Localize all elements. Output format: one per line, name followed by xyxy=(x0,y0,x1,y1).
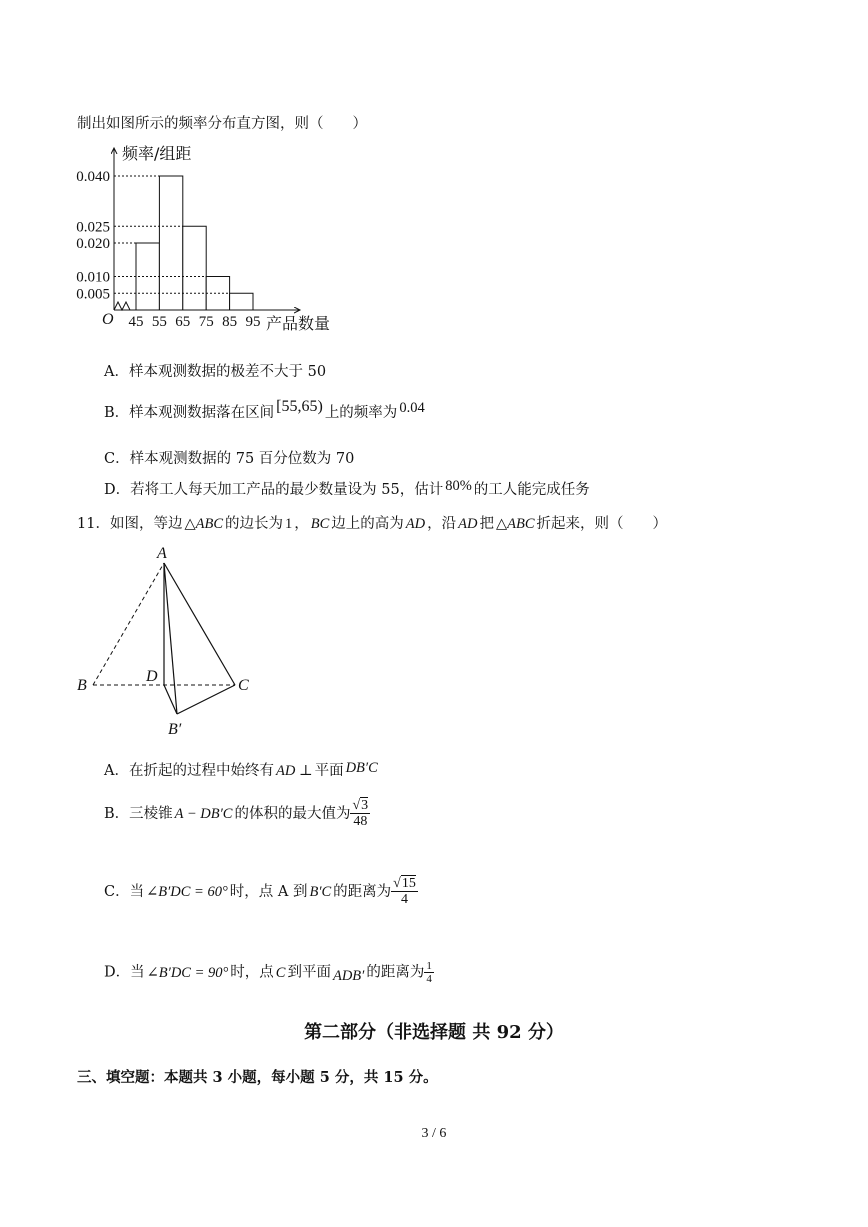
triangle-expr: △ABC xyxy=(184,516,223,532)
q11-option-a xyxy=(104,760,378,780)
fraction-denominator: 4 xyxy=(426,973,432,986)
option-text: 的工人能完成任务 xyxy=(473,482,590,498)
fraction-numerator: 3 xyxy=(361,798,369,813)
q10-stem: 制出如图所示的频率分布直方图，则（ ） xyxy=(77,116,367,132)
fill-in-heading: 三、填空题：本题共 3 小题，每小题 5 分，共 15 分。 xyxy=(77,1069,438,1086)
option-letter: D． xyxy=(104,964,131,981)
plane-expr: ADB′ xyxy=(332,967,365,984)
stem-text: 如图，等边 xyxy=(109,516,183,532)
x-tick-label: 55 xyxy=(151,314,167,330)
q11-option-d xyxy=(104,960,434,985)
segment-expr: BC xyxy=(310,516,330,532)
x-tick-label: 85 xyxy=(222,314,238,330)
option-text: 平面 xyxy=(314,763,344,779)
option-letter: B． xyxy=(104,405,130,421)
option-text: 三棱锥 xyxy=(129,805,173,822)
vertex-b1-label: B′ xyxy=(168,721,182,738)
segment-expr: AD xyxy=(458,516,478,532)
y-tick-label: 0.010 xyxy=(76,269,110,286)
stem-text: 的边长为 xyxy=(225,516,283,532)
stem-text: ， xyxy=(294,516,309,532)
q10-option-c xyxy=(104,451,354,468)
y-tick-label: 0.025 xyxy=(76,219,110,236)
edge-ac xyxy=(164,563,235,685)
option-text: 到平面 xyxy=(287,964,331,981)
stem-text: 边上的高为 xyxy=(331,516,404,532)
q11-option-b xyxy=(104,798,370,830)
option-text: 样本观测数据的极差不大于 50 xyxy=(128,364,327,380)
side-length: 1 xyxy=(285,516,293,532)
vertex-b-label: B xyxy=(77,677,87,694)
histogram-bar xyxy=(230,293,253,310)
option-text: 的距离为 xyxy=(366,964,425,981)
option-letter: A． xyxy=(104,763,129,779)
vertex-a-label: A xyxy=(157,545,167,562)
option-text: 样本观测数据的 75 百分位数为 70 xyxy=(129,451,355,467)
option-text: 时，点 xyxy=(230,964,274,981)
fraction-numerator: 1 xyxy=(426,960,432,972)
x-tick-label: 75 xyxy=(198,314,214,330)
edge-b1c xyxy=(177,685,235,714)
question-number: 11． xyxy=(77,516,110,532)
histogram-xlabel: 产品数量 xyxy=(266,314,331,333)
y-tick-label: 0.040 xyxy=(76,169,110,185)
option-text: 当 xyxy=(130,964,145,981)
angle-expr: ∠B′DC = 90° xyxy=(146,964,229,981)
vertex-c-label: C xyxy=(238,677,249,694)
option-text: 的距离为 xyxy=(333,883,392,900)
fraction-one-quarter xyxy=(424,960,434,985)
stem-text: ，沿 xyxy=(427,516,457,532)
option-letter: A． xyxy=(104,364,129,380)
option-text: 上的频率为 xyxy=(324,405,398,421)
option-letter: B． xyxy=(104,805,130,822)
fraction-denominator: 48 xyxy=(353,814,368,830)
option-letter: D． xyxy=(104,482,131,498)
section-title: 第二部分（非选择题 共 92 分） xyxy=(304,1022,564,1043)
fraction-numerator: 15 xyxy=(401,876,416,891)
option-text: 时，点 A 到 xyxy=(229,883,308,900)
option-letter: C． xyxy=(104,451,130,467)
q10-option-d xyxy=(104,478,590,499)
tetrahedron-figure xyxy=(70,540,270,740)
angle-expr: ∠B′DC = 60° xyxy=(146,883,228,900)
option-text: 样本观测数据落在区间 xyxy=(129,405,275,421)
pyramid-expr: A − DB′C xyxy=(174,805,233,822)
x-tick-label: 95 xyxy=(245,314,261,330)
percent-expr: 80% xyxy=(445,478,472,494)
histogram-origin: O xyxy=(102,311,114,328)
frequency-value: 0.04 xyxy=(399,400,425,416)
segment-expr: B′C xyxy=(309,883,332,900)
x-tick-label: 45 xyxy=(128,314,144,330)
x-tick-label: 65 xyxy=(175,314,191,330)
triangle-expr: △ABC xyxy=(495,516,535,532)
fraction-sqrt15-over-4: $\frac{√15}{4}$ xyxy=(393,876,416,908)
plane-expr: DB′C xyxy=(345,760,378,776)
point-expr: C xyxy=(275,964,286,981)
perp-expr: AD ⊥ xyxy=(275,763,313,779)
option-text: 若将工人每天加工产品的最少数量设为 55，估计 xyxy=(130,482,444,498)
vertex-d-label: D xyxy=(146,668,158,685)
option-text: 当 xyxy=(129,883,145,900)
segment-expr: AD xyxy=(405,516,426,532)
y-tick-label: 0.020 xyxy=(76,236,110,252)
option-letter: C． xyxy=(104,883,130,900)
interval-expr: [55,65) xyxy=(276,398,323,415)
fraction-sqrt3-over-48: $\frac{√3}{48}$ xyxy=(352,798,369,830)
histogram-bar xyxy=(159,176,182,310)
q10-option-b xyxy=(104,398,425,422)
fraction-denominator: 4 xyxy=(401,892,409,908)
histogram-ylabel: 频率/组距 xyxy=(122,144,192,163)
histogram-bar xyxy=(183,226,206,310)
q10-option-a xyxy=(104,364,326,381)
option-text: 在折起的过程中始终有 xyxy=(128,763,274,779)
q11-stem xyxy=(77,516,667,533)
frequency-histogram xyxy=(70,140,410,340)
option-text: 的体积的最大值为 xyxy=(234,805,351,822)
y-tick-label: 0.005 xyxy=(76,286,110,303)
stem-text: 把 xyxy=(479,516,494,532)
stem-text: 折起来，则（ ） xyxy=(536,516,668,532)
edge-ab-dashed xyxy=(93,563,164,685)
q11-option-c xyxy=(104,876,418,908)
edge-ab1 xyxy=(164,563,177,714)
page-number: 3 / 6 xyxy=(421,1126,447,1141)
